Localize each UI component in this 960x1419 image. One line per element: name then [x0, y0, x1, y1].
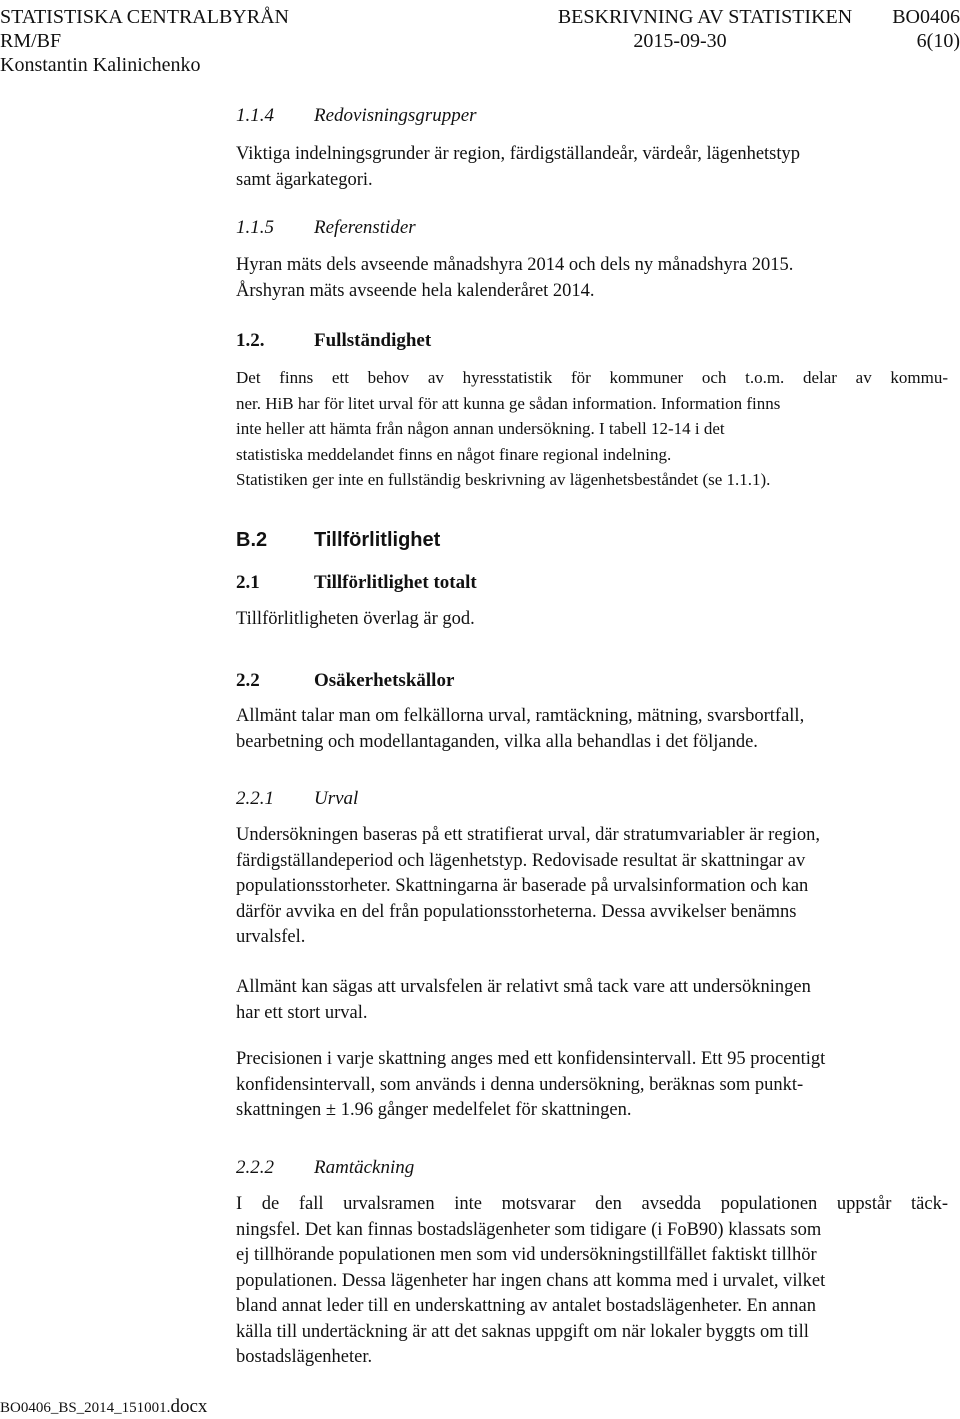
- section-text-2-2-1-p3: Precisionen i varje skattning anges med ett konfidensintervall. Ett 95 procentigt konfidensintervall, som används i denna undersökning, beräknas som punkt- skattningen ± 1.96 gånger medelfelet för skattningen.: [236, 1049, 826, 1120]
- chapter-heading-b2: B.2 Tillförlitlighet: [236, 529, 441, 551]
- section-text-2-2: Allmänt talar man om felkällorna urval, ramtäckning, mätning, svarsbortfall, bearbetning och modellantaganden, vilka alla behandlas i det följande.: [236, 706, 805, 752]
- section-heading-1-1-5: 1.1.5 Referenstider: [236, 217, 416, 238]
- section-heading-2-1: 2.1 Tillförlitlighet totalt: [236, 572, 477, 593]
- header-left: [0, 5, 289, 77]
- section-heading-2-2-1: 2.2.1 Urval: [236, 788, 359, 809]
- section-text-1-1-5: Hyran mäts dels avseende månadshyra 2014 och dels ny månadshyra 2015. Årshyran mäts avseende hela kalenderåret 2014.: [236, 255, 794, 301]
- section-heading-1-1-4: 1.1.4 Redovisningsgrupper: [236, 105, 477, 126]
- section-heading-2-2-2: 2.2.2 Ramtäckning: [236, 1157, 415, 1178]
- section-heading-2-2: 2.2 Osäkerhetskällor: [236, 670, 455, 691]
- doc-date: 2015-09-30: [633, 30, 727, 52]
- section-text-1-2: Det finns ett behov av hyresstatistik för kommuner och t.o.m. delar av kommu- ner. HiB har för litet urval för att kunna ge sådan information. Information finns inte heller att hämta från någon annan undersökning. I tabell 12-14 i det statistiska meddelandet finns en något finare regional indelning. Statistiken ger inte en fullständig beskrivning av lägenhetsbeståndet (se 1.1.1).: [236, 368, 948, 489]
- department: RM/BF: [0, 30, 62, 52]
- footer-filename: BO0406_BS_2014_151001.docx: [0, 1396, 208, 1417]
- header-right: [558, 5, 960, 53]
- author-name: Konstantin Kalinichenko: [0, 54, 201, 76]
- org-name: STATISTISKA CENTRALBYRÅN: [0, 6, 289, 28]
- section-text-1-1-4: Viktiga indelningsgrunder är region, färdigställandeår, värdeår, lägenhetstyp samt ägarkategori.: [236, 144, 801, 190]
- page-number: 6(10): [916, 30, 960, 52]
- section-heading-1-2: 1.2. Fullständighet: [236, 330, 432, 351]
- doc-code: BO0406: [892, 6, 960, 28]
- section-text-2-1: Tillförlitligheten överlag är god.: [236, 609, 475, 629]
- doc-title: BESKRIVNING AV STATISTIKEN: [557, 6, 853, 28]
- section-text-2-2-1-p1: Undersökningen baseras på ett stratifierat urval, där stratumvariabler är region, färdigställandeperiod och lägenhetstyp. Redovisade resultat är skattningar av populationsstorheter. Skattningarna är baserade på urvalsinformation och kan därför avvika en del från populationsstorheterna. Dessa avvikelser benämns urvalsfel.: [236, 825, 821, 947]
- section-text-2-2-1-p2: Allmänt kan sägas att urvalsfelen är relativt små tack vare att undersökningen har ett stort urval.: [236, 977, 811, 1023]
- section-text-2-2-2: I de fall urvalsramen inte motsvarar den avsedda populationen uppstår täck- ningsfel. Det kan finnas bostadslägenheter som tidigare (i FoB90) klassats som ej tillhörande populationen men som vid undersökningstillfället faktiskt tillhör populationen. Dessa lägenheter har ingen chans att komma med i urvalet, vilket bland annat leder till en underskattning av antalet bostadslägenheter. En annan källa till undertäckning är att det saknas uppgift om när lokaler byggts om till bostadslägenheter.: [236, 1194, 948, 1367]
